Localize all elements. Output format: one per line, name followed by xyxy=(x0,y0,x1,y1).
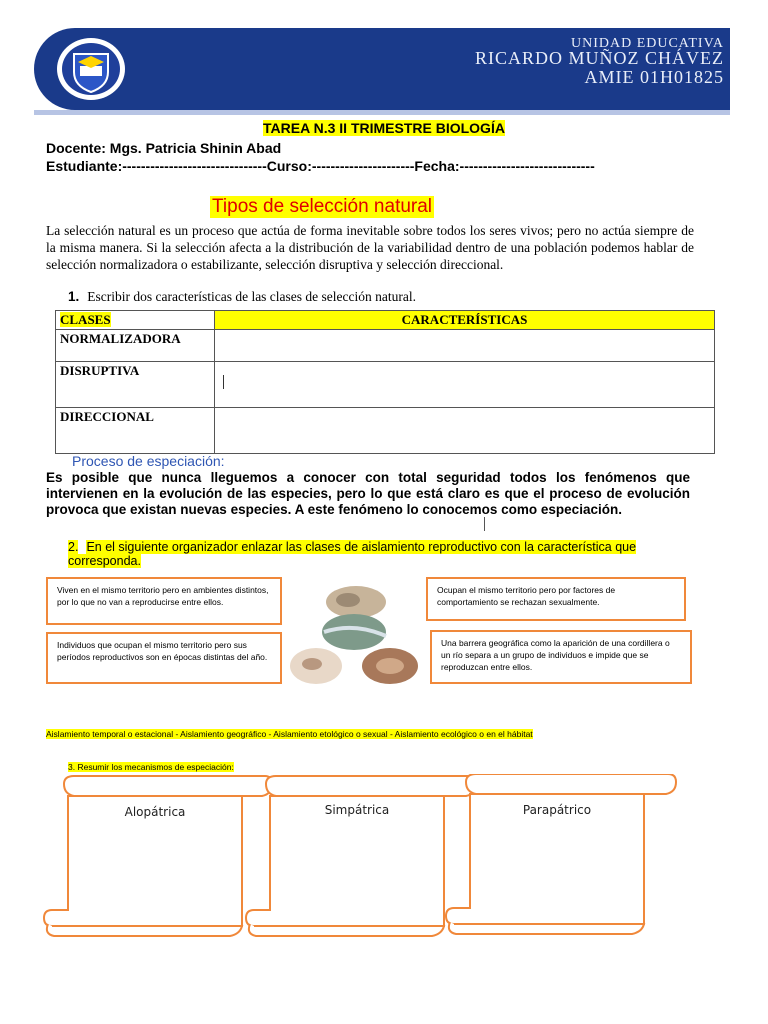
speciation-scrolls xyxy=(40,774,700,940)
scroll-label-parapatrico: Parapátrico xyxy=(522,803,592,817)
table-answer-cell[interactable] xyxy=(215,362,715,408)
section-subtitle: Tipos de selección natural xyxy=(212,196,433,217)
question-2: 2. En el siguiente organizador enlazar las clases de aislamiento reproductivo con la característica que corresponda. xyxy=(68,540,637,568)
table-row-normalizadora: NORMALIZADORA xyxy=(56,330,215,362)
student-line: Estudiante:-------------------------------Curso:----------------------Fecha:----------------------------- xyxy=(46,158,595,174)
institution-line-1: UNIDAD EDUCATIVA xyxy=(570,36,724,51)
institution-name: RICARDO MUÑOZ CHÁVEZ xyxy=(475,48,724,68)
institution-code: AMIE 01H01825 xyxy=(584,67,724,87)
table-row-disruptiva: DISRUPTIVA xyxy=(56,362,215,408)
isolation-box-ethological[interactable]: Ocupan el mismo territorio pero por factores de comportamiento se rechazan sexualmente. xyxy=(426,577,686,621)
isolation-options: Aislamiento temporal o estacional - Aislamiento geográfico - Aislamiento etológico o sexual - Aislamiento ecológico o en el hábitat xyxy=(46,729,533,739)
speciation-paragraph: Es posible que nunca lleguemos a conocer con total seguridad todos los fenómenos que intervienen en la evolución de las especies, pero lo que está claro es que el proceso de evolución provoca que existan nuevas especies. A este fenómeno lo conocemos como especiación. xyxy=(46,470,690,517)
teacher-line: Docente: Mgs. Patricia Shinin Abad xyxy=(46,140,282,156)
table-answer-cell[interactable] xyxy=(215,408,715,454)
isolation-box-geographic[interactable]: Una barrera geográfica como la aparición de una cordillera o un río separa a un grupo de individuos e impide que se reproduzcan entre ellos. xyxy=(430,630,692,684)
isolation-images-cluster xyxy=(286,582,422,686)
doc-title: TAREA N.3 II TRIMESTRE BIOLOGÍA xyxy=(263,120,505,136)
table-header-clases: CLASES xyxy=(56,311,215,330)
question-1: 1. Escribir dos características de las clases de selección natural. xyxy=(68,289,416,304)
header-stripe xyxy=(34,110,730,115)
scroll-label-alopatrica: Alopátrica xyxy=(124,805,186,819)
text-cursor xyxy=(223,375,224,389)
school-crest-icon xyxy=(56,36,126,102)
speciation-heading: Proceso de especiación: xyxy=(72,453,225,469)
text-cursor xyxy=(484,517,485,531)
table-answer-cell[interactable] xyxy=(215,330,715,362)
scroll-label-simpatrica: Simpátrica xyxy=(324,803,390,817)
selection-table xyxy=(55,310,715,454)
question-3: 3. Resumir los mecanismos de especiación: xyxy=(68,762,234,772)
isolation-box-ecological[interactable]: Viven en el mismo territorio pero en ambientes distintos, por lo que no van a reproducirse entre ellos. xyxy=(46,577,282,625)
table-header-caracteristicas: CARACTERÍSTICAS xyxy=(215,311,715,330)
isolation-box-temporal[interactable]: Individuos que ocupan el mismo territorio pero sus períodos reproductivos son en épocas distintas del año. xyxy=(46,632,282,684)
intro-paragraph: La selección natural es un proceso que actúa de forma inevitable sobre todos los seres vivos; pero no actúa siempre de la misma manera. Si la selección afecta a la distribución de la variabilidad dentro de una población podemos hablar de selección normalizadora o estabilizante, selección disruptiva y selección direccional. xyxy=(46,223,694,272)
table-row-direccional: DIRECCIONAL xyxy=(56,408,215,454)
